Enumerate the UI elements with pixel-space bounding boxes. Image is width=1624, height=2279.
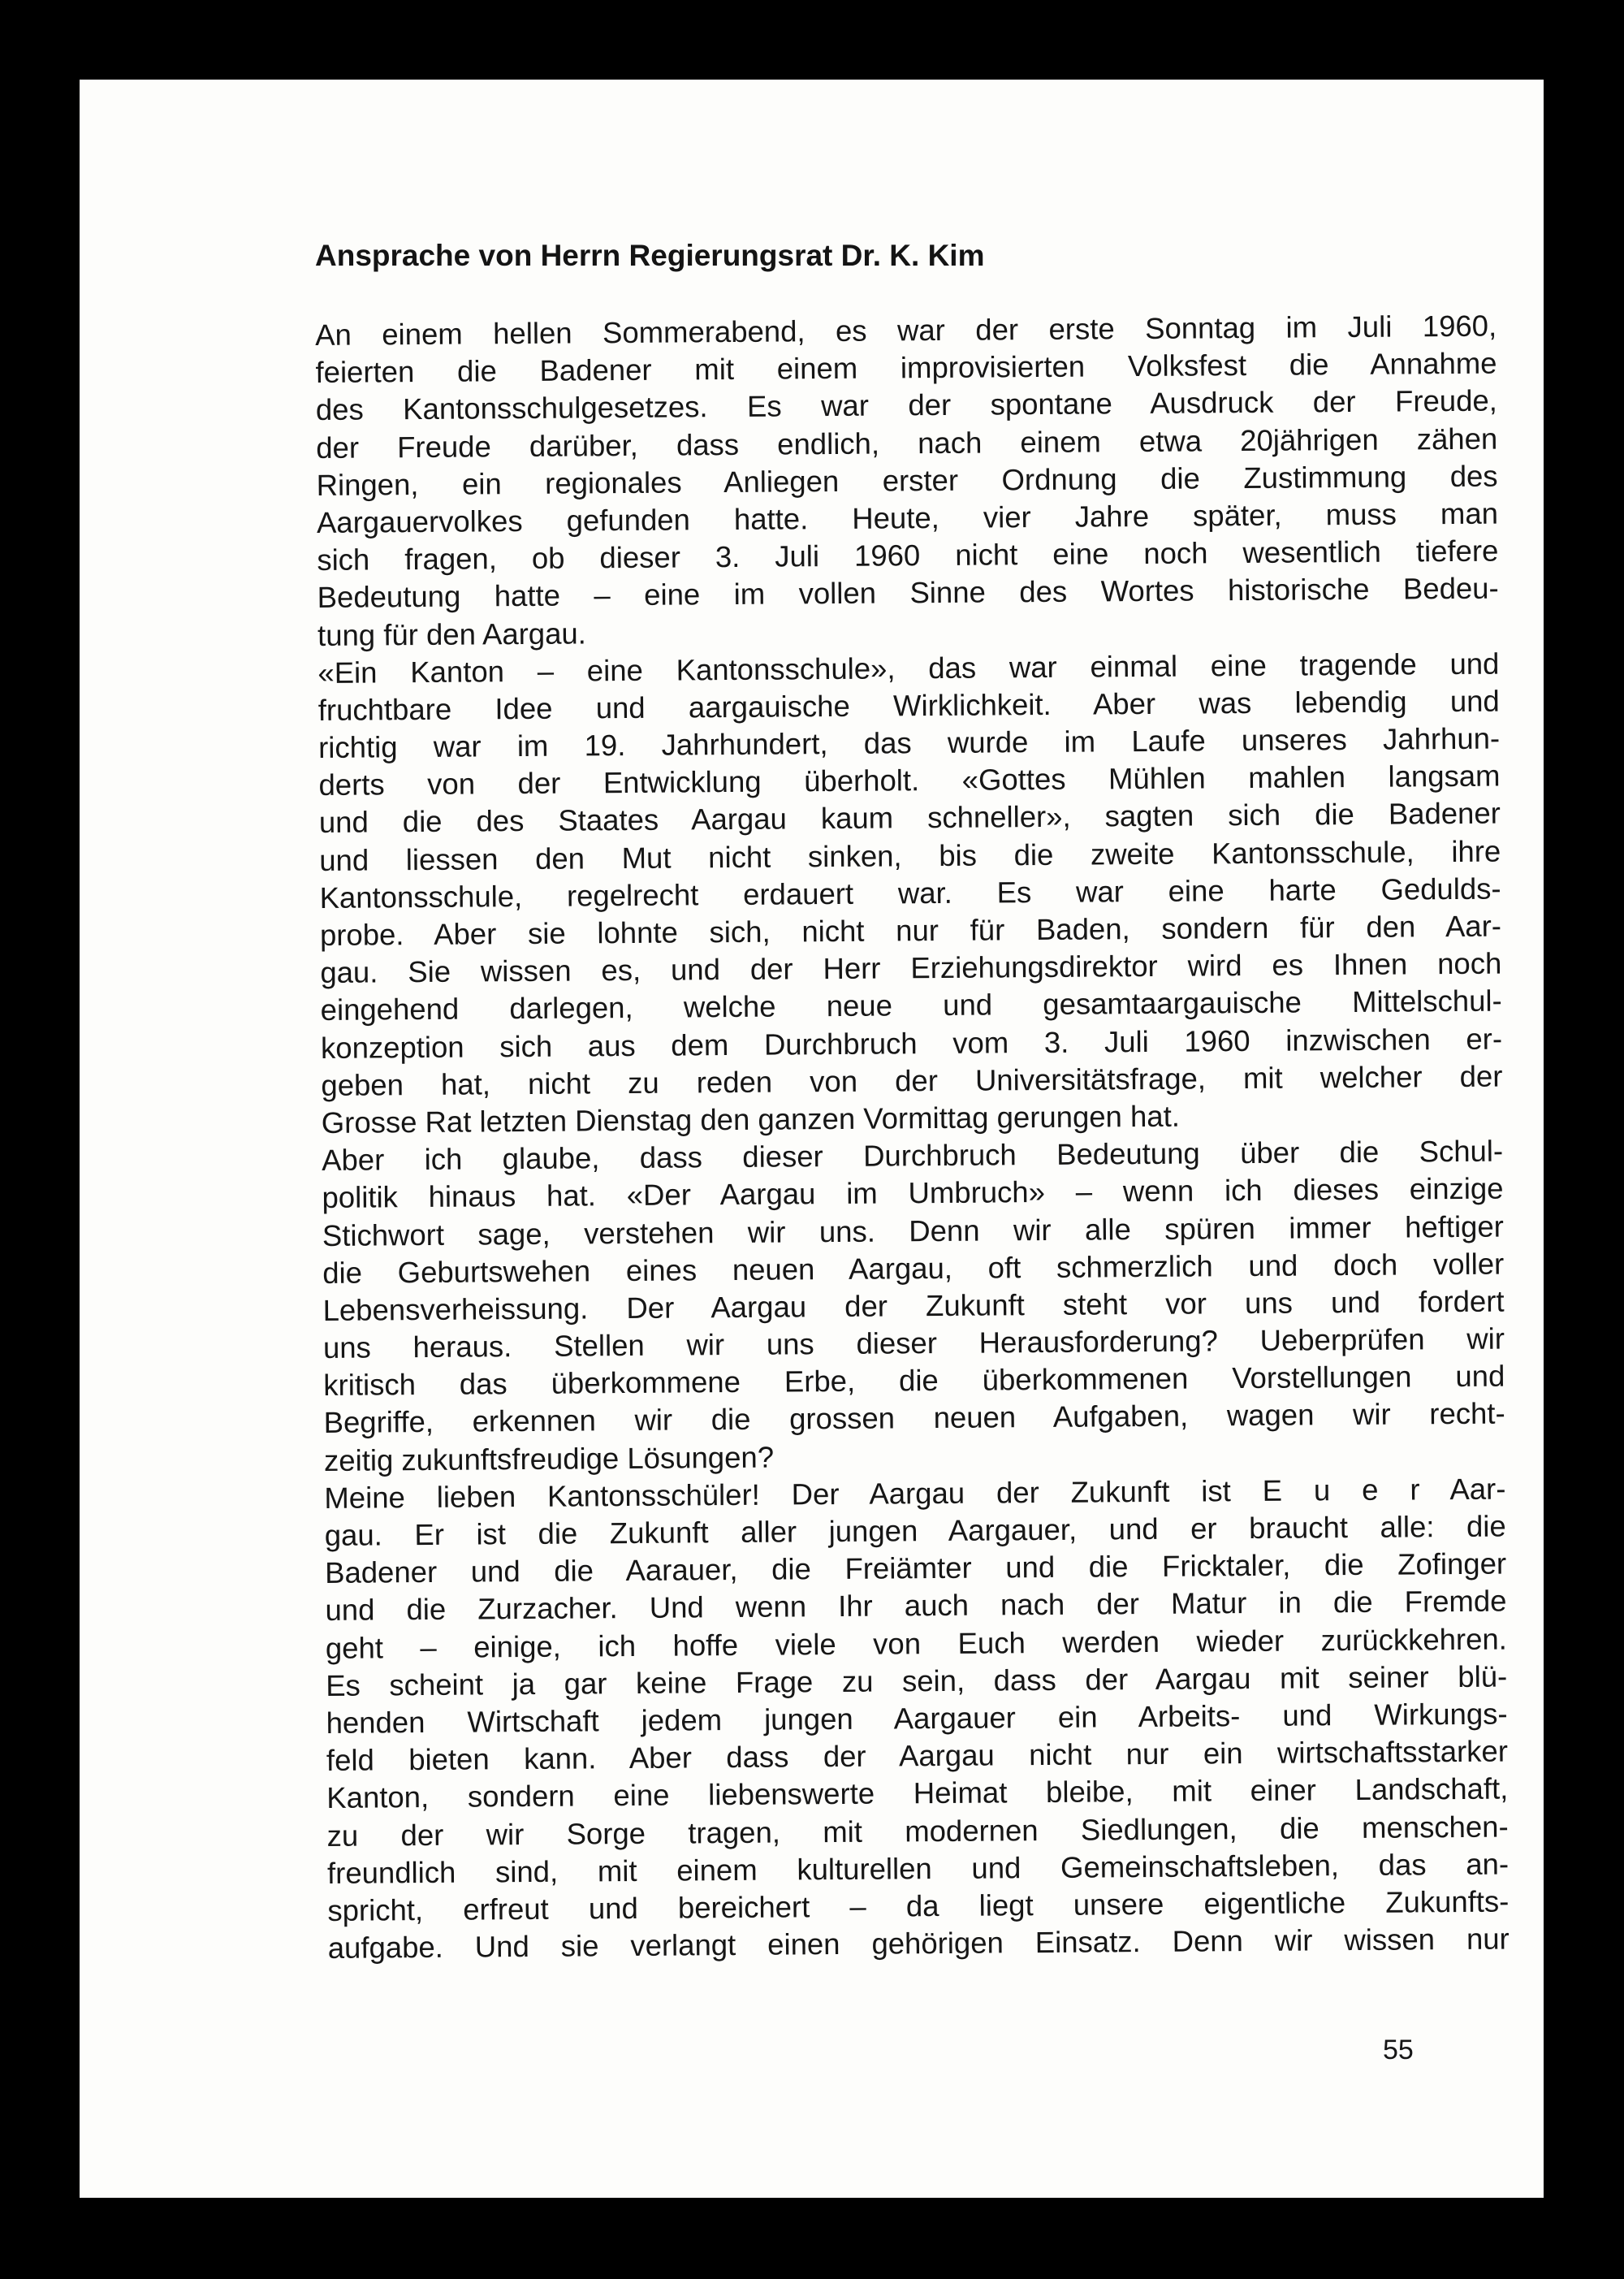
text-line: uns heraus. Stellen wir uns dieser Herausforderung? Ueberprüfen wir xyxy=(322,1321,1505,1365)
text-line: spricht, erfreut und bereichert – da liegt unsere eigentliche Zukunfts- xyxy=(327,1884,1510,1927)
text-line: Ringen, ein regionales Anliegen erster Ordnung die Zustimmung des xyxy=(316,459,1498,502)
text-line: freundlich sind, mit einem kulturellen und Gemeinschaftsleben, das an- xyxy=(326,1847,1510,1890)
text-line: probe. Aber sie lohnte sich, nicht nur für Baden, sondern für den Aar- xyxy=(319,909,1502,952)
text-line: geben hat, nicht zu reden von der Universitätsfrage, mit welcher der xyxy=(321,1059,1503,1102)
speech-heading: Ansprache von Herrn Regierungsrat Dr. K. Kim xyxy=(315,239,985,272)
text-line: des Kantonsschulgesetzes. Es war der spontane Ausdruck der Freude, xyxy=(315,383,1498,427)
text-line: zeitig zukunftsfreudige Lösungen? xyxy=(323,1440,775,1477)
speech-body xyxy=(315,308,1510,1968)
text-line: tung für den Aargau. xyxy=(317,616,587,652)
document-page xyxy=(80,80,1544,2198)
text-line: Kantonsschule, regelrecht erdauert war. Es war eine harte Gedulds- xyxy=(319,871,1501,915)
text-line: und die des Staates Aargau kaum schneller», sagten sich die Badener xyxy=(318,796,1501,840)
text-line: gau. Sie wissen es, und der Herr Erziehungsdirektor wird es Ihnen noch xyxy=(320,946,1502,990)
text-line: die Geburtswehen eines neuen Aargau, oft schmerzlich und doch voller xyxy=(322,1247,1505,1290)
page-number: 55 xyxy=(1383,2035,1414,2065)
text-line: politik hinaus hat. «Der Aargau im Umbruch» – wenn ich dieses einzige xyxy=(322,1171,1504,1215)
text-line: kritisch das überkommene Erbe, die überkommenen Vorstellungen und xyxy=(323,1359,1505,1403)
text-line: feierten die Badener mit einem improvisierten Volksfest die Annahme xyxy=(315,346,1497,390)
text-line: richtig war im 19. Jahrhundert, das wurde im Laufe unseres Jahrhun- xyxy=(318,721,1501,765)
text-line: Stichwort sage, verstehen wir uns. Denn wir alle spüren immer heftiger xyxy=(322,1209,1504,1252)
text-line: gau. Er ist die Zukunft aller jungen Aargauer, und er braucht alle: die xyxy=(324,1509,1506,1552)
text-line: Meine lieben Kantonsschüler! Der Aargau der Zukunft ist E u e r Aar- xyxy=(324,1472,1506,1515)
text-line: feld bieten kann. Aber dass der Aargau nicht nur ein wirtschaftsstarker xyxy=(326,1734,1509,1778)
text-line: «Ein Kanton – eine Kantonsschule», das war einmal eine tragende und xyxy=(317,647,1500,690)
text-line: derts von der Entwicklung überholt. «Gottes Mühlen mahlen langsam xyxy=(318,759,1501,802)
text-line: henden Wirtschaft jedem jungen Aargauer ein Arbeits- und Wirkungs- xyxy=(326,1697,1508,1740)
text-line: Aargauervolkes gefunden hatte. Heute, vier Jahre später, muss man xyxy=(316,496,1499,539)
text-line: Grosse Rat letzten Dienstag den ganzen Vormittag gerungen hat. xyxy=(321,1099,1181,1140)
text-line: konzeption sich aus dem Durchbruch vom 3. Juli 1960 inzwischen er- xyxy=(320,1022,1503,1065)
text-line: Kanton, sondern eine liebenswerte Heimat bleibe, mit einer Landschaft, xyxy=(326,1771,1509,1815)
text-line: Es scheint ja gar keine Frage zu sein, dass der Aargau mit seiner blü- xyxy=(326,1659,1508,1702)
text-line: Badener und die Aarauer, die Freiämter und die Fricktaler, die Zofinger xyxy=(324,1546,1507,1590)
text-line: der Freude darüber, dass endlich, nach einem etwa 20jährigen zähen xyxy=(316,422,1498,465)
text-line: aufgabe. Und sie verlangt einen gehörigen Einsatz. Denn wir wissen nur xyxy=(327,1922,1510,1965)
text-line: zu der wir Sorge tragen, mit modernen Siedlungen, die menschen- xyxy=(326,1810,1509,1853)
text-line: An einem hellen Sommerabend, es war der erste Sonntag im Juli 1960, xyxy=(315,309,1497,352)
text-line: geht – einige, ich hoffe viele von Euch werden wieder zurückkehren. xyxy=(325,1622,1507,1665)
text-line: und die Zurzacher. Und wenn Ihr auch nach der Matur in die Fremde xyxy=(325,1584,1507,1628)
text-line: eingehend darlegen, welche neue und gesamtaargauische Mittelschul- xyxy=(320,984,1502,1027)
text-line: Bedeutung hatte – eine im vollen Sinne des Wortes historische Bedeu- xyxy=(317,571,1499,615)
text-line: fruchtbare Idee und aargauische Wirklichkeit. Aber was lebendig und xyxy=(317,684,1500,727)
text-line: und liessen den Mut nicht sinken, bis die zweite Kantonsschule, ihre xyxy=(319,834,1501,877)
text-line: Lebensverheissung. Der Aargau der Zukunft steht vor uns und fordert xyxy=(322,1284,1505,1327)
text-line: Begriffe, erkennen wir die grossen neuen Aufgaben, wagen wir recht- xyxy=(323,1396,1505,1440)
text-line: sich fragen, ob dieser 3. Juli 1960 nicht eine noch wesentlich tiefere xyxy=(317,534,1499,577)
text-line: Aber ich glaube, dass dieser Durchbruch Bedeutung über die Schul- xyxy=(321,1134,1504,1178)
